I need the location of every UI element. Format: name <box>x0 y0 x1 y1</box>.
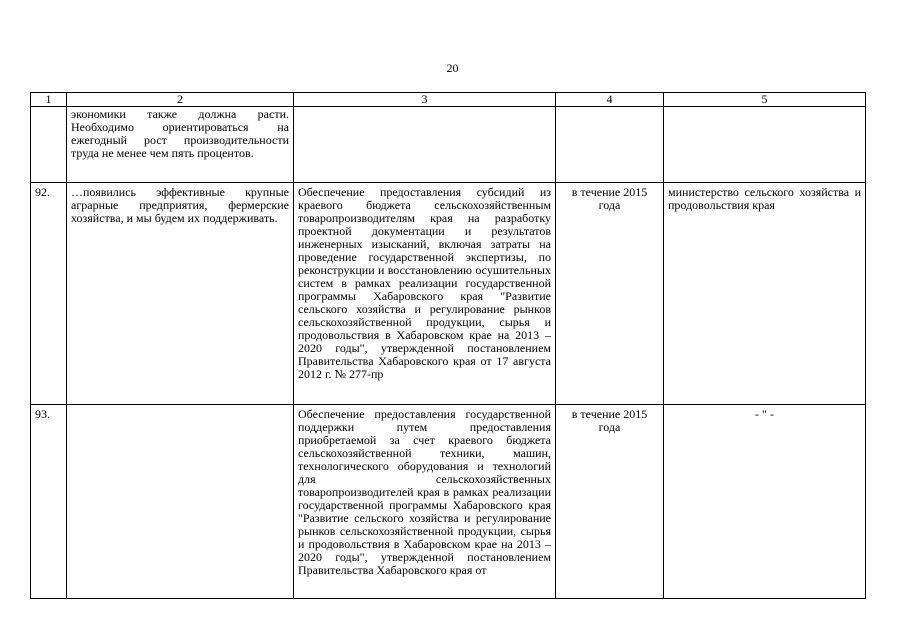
row-number-cell <box>31 107 67 183</box>
table-header-row <box>31 93 866 107</box>
task-cell: …появились эффективные крупные аграрные предприятия, фермерские хозяйства, и мы будем их поддерживать. <box>67 183 294 405</box>
plan-table <box>30 92 866 599</box>
header-col-4: 4 <box>556 93 664 107</box>
header-col-1: 1 <box>31 93 67 107</box>
task-cell: экономики также должна расти. Необходимо ориентироваться на ежегодный рост производительности труда не менее чем пять процентов. <box>67 107 294 183</box>
task-cell <box>67 405 294 599</box>
measure-cell: Обеспечение предоставления государственной поддержки путем предоставления приобретаемой за счет краевого бюджета сельскохозяйственной техники, машин, технологического оборудования и технологий для сельскохозяйственных товаропроизводителей края в рамках реализации государственной программы Хабаровского края "Развитие сельского хозяйства и регулирование рынков сельскохозяйственной продукции, сырья и продовольствия в Хабаровском крае на 2013 – 2020 годы", утвержденной постановлением Правительства Хабаровского края от <box>294 405 556 599</box>
responsible-cell <box>664 107 866 183</box>
responsible-cell: министерство сельского хозяйства и продовольствия края <box>664 183 866 405</box>
page-number: 20 <box>446 61 459 75</box>
table-row-continuation <box>31 107 866 183</box>
header-col-5: 5 <box>664 93 866 107</box>
table-row <box>31 405 866 599</box>
table-row <box>31 183 866 405</box>
term-cell: в течение 2015 года <box>556 183 664 405</box>
term-cell: в течение 2015 года <box>556 405 664 599</box>
row-number-cell: 92. <box>31 183 67 405</box>
row-number-cell: 93. <box>31 405 67 599</box>
responsible-cell: - " - <box>664 405 866 599</box>
header-col-2: 2 <box>67 93 294 107</box>
measure-cell <box>294 107 556 183</box>
header-col-3: 3 <box>294 93 556 107</box>
measure-cell: Обеспечение предоставления субсидий из краевого бюджета сельскохозяйственным товаропроизводителям края на разработку проектной документации и результатов инженерных изысканий, включая затраты на проведение государственной экспертизы, по реконструкции и восстановлению осушительных систем в рамках реализации государственной программы Хабаровского края "Развитие сельского хозяйства и регулирование рынков сельскохозяйственной продукции, сырья и продовольствия в Хабаровском крае на 2013 – 2020 годы", утвержденной постановлением Правительства Хабаровского края от 17 августа 2012 г. № 277-пр <box>294 183 556 405</box>
term-cell <box>556 107 664 183</box>
